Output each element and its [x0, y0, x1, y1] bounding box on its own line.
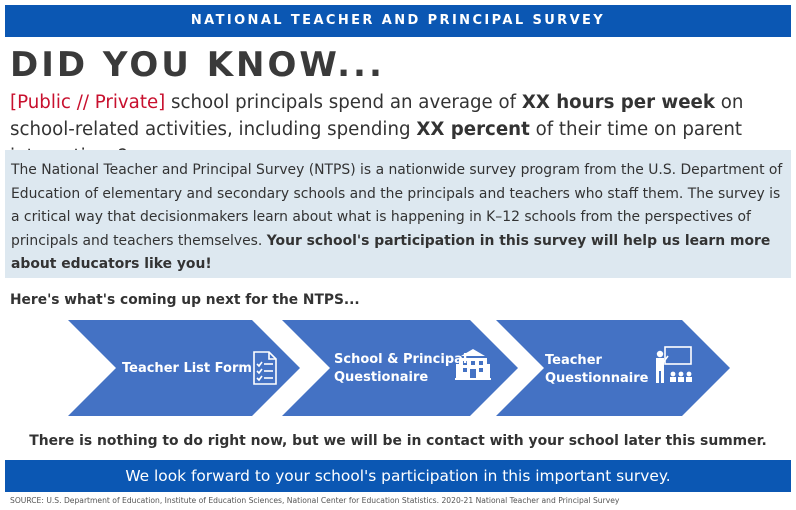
- source-citation: SOURCE: U.S. Department of Education, Institute of Education Sciences, National Center for Education Statistics. 2020-21 National Teacher and Principal Survey: [10, 496, 620, 505]
- info-body: The National Teacher and Principal Survey (NTPS) is a nationwide survey program from the U.S. Department of Education of elementary and secondary schools and the principals and teachers who staff them. The survey is a critical way that decisionmakers learn about what is happening in K–12 schools from the perspectives of principals and teachers themselves.: [11, 162, 783, 249]
- step-1-label: [122, 360, 252, 378]
- stat-hours: XX hours per week: [521, 92, 715, 113]
- info-box: [5, 150, 791, 278]
- stat-part3: of their time on parent: [535, 119, 742, 140]
- process-flow: [0, 318, 796, 420]
- closing-note: There is nothing to do right now, but we will be in contact with your school later this summer.: [29, 433, 767, 449]
- step-1-line1: Teacher List Form: [122, 361, 252, 376]
- bottom-banner: [5, 460, 791, 492]
- step-2-label: [334, 351, 467, 387]
- step-3-label: [545, 352, 648, 388]
- banner-title: NATIONAL TEACHER AND PRINCIPAL SURVEY: [190, 13, 606, 28]
- bottom-banner-text: We look forward to your school's participation in this important survey.: [125, 467, 671, 485]
- next-steps-heading: Here's what's coming up next for the NTPS...: [10, 292, 360, 308]
- school-type-placeholder: [Public // Private]: [10, 92, 166, 113]
- stat-part2: on school-related activities, including spending: [10, 92, 744, 140]
- headline: DID YOU KNOW...: [10, 45, 385, 85]
- step-2-line2: Questionaire: [334, 370, 429, 385]
- step-3-line1: Teacher: [545, 353, 602, 368]
- step-2-line1: School & Principal: [334, 352, 468, 367]
- info-emphasis: Your school's participation in this survey will help us learn more about educators like you!: [11, 232, 771, 273]
- stat-part1: school principals spend an average of: [165, 92, 522, 113]
- step-3-line2: Questionnaire: [545, 371, 649, 386]
- stat-percent: XX percent: [416, 119, 530, 140]
- top-banner: [5, 5, 791, 37]
